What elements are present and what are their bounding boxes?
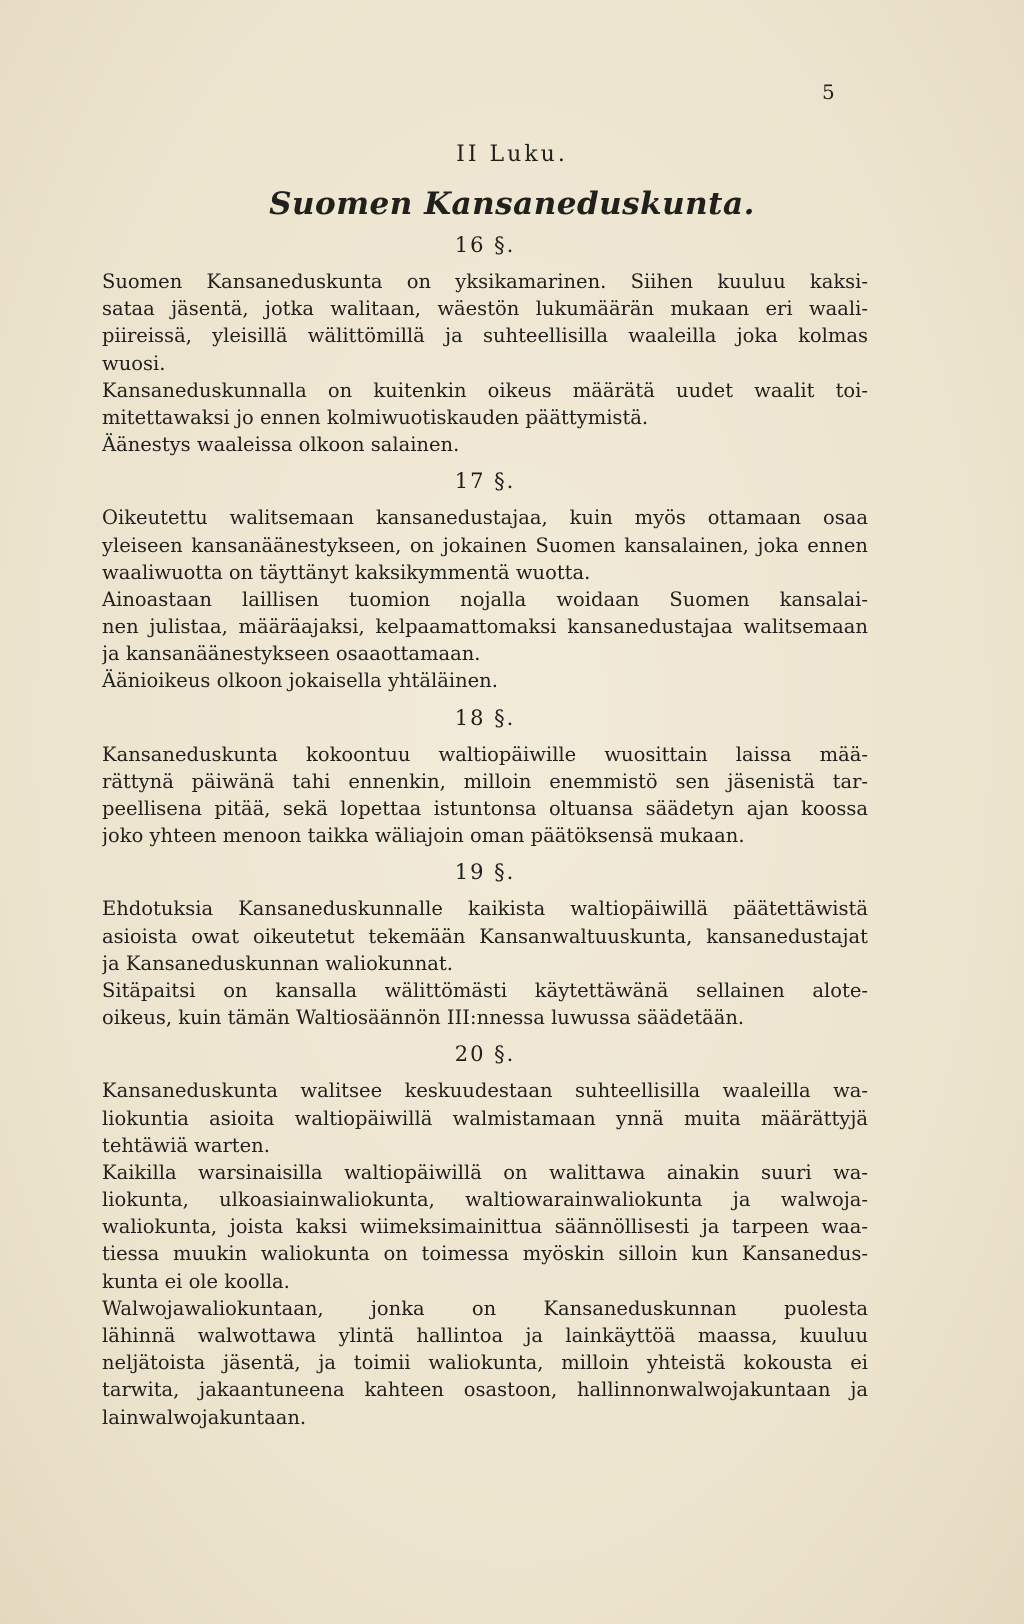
- text-line: tehtäwiä warten.: [102, 1133, 270, 1157]
- text-line: Ainoastaan laillisen tuomion nojalla woidaan Suomen kansalai-: [102, 587, 868, 611]
- text-line: ja Kansaneduskunnan waliokunnat.: [102, 951, 453, 975]
- paragraph: [102, 431, 868, 458]
- text-line: neljätoista jäsentä, ja toimii waliokunta, milloin yhteistä kokousta ei: [102, 1351, 868, 1375]
- text-line: rättynä päiwänä tahi ennenkin, milloin enemmistö sen jäsenistä tar-: [102, 769, 868, 793]
- paragraph: [102, 504, 868, 586]
- section-heading: 19 §.: [454, 860, 516, 885]
- document-title: Suomen Kansaneduskunta.: [269, 186, 755, 222]
- text-line: piireissä, yleisillä wälittömillä ja suhteellisilla waaleilla joka kolmas: [102, 324, 868, 348]
- document-body: [102, 222, 868, 1431]
- text-line: Sitäpaitsi on kansalla wälittömästi käytettäwänä sellainen alote-: [102, 978, 868, 1002]
- paragraph: [102, 1295, 868, 1431]
- text-line: lähinnä walwottawa ylintä hallintoa ja lainkäyttöä maassa, kuuluu: [102, 1324, 868, 1347]
- paragraph: [102, 1159, 868, 1295]
- paragraph: [102, 741, 868, 850]
- section-heading: 17 §.: [454, 469, 516, 494]
- text-line: Äänestys waaleissa olkoon salainen.: [102, 433, 460, 457]
- text-line: joko yhteen menoon taikka wäliajoin oman päätöksensä mukaan.: [102, 824, 745, 848]
- section-heading: 16 §.: [454, 233, 516, 257]
- section-heading: 18 §.: [454, 705, 516, 730]
- text-line: liokuntia asioita waltiopäiwillä walmistamaan ynnä muita määrättyjä: [102, 1106, 868, 1130]
- section-heading: 20 §.: [454, 1042, 516, 1067]
- text-line: Kansaneduskunta walitsee keskuudestaan suhteellisilla waaleilla wa-: [102, 1079, 868, 1103]
- text-line: waaliwuotta on täyttänyt kaksikymmentä wuotta.: [102, 560, 591, 584]
- chapter-heading: II Luku.: [456, 142, 568, 167]
- text-line: Oikeutettu walitsemaan kansanedustajaa, kuin myös ottamaan osaa: [102, 506, 868, 530]
- text-line: oikeus, kuin tämän Waltiosäännön III:nnessa luwussa säädetään.: [102, 1006, 745, 1030]
- paragraph: [102, 667, 868, 694]
- text-line: tarwita, jakaantuneena kahteen osastoon, hallinnonwalwojakuntaan ja: [102, 1378, 868, 1402]
- text-line: peellisena pitää, sekä lopettaa istuntonsa oltuansa säädetyn ajan koossa: [102, 797, 868, 820]
- page-number: 5: [822, 80, 836, 104]
- paragraph: [102, 1077, 868, 1159]
- text-line: nen julistaa, määräajaksi, kelpaamattomaksi kansanedustajaa walitsemaan: [102, 615, 868, 639]
- text-line: Walwojawaliokuntaan, jonka on Kansaneduskunnan puolesta: [102, 1296, 868, 1320]
- text-line: Ehdotuksia Kansaneduskunnalle kaikista waltiopäiwillä päätettäwistä: [102, 897, 868, 921]
- paragraph: [102, 977, 868, 1031]
- text-line: lainwalwojakuntaan.: [102, 1405, 307, 1429]
- text-line: Kansaneduskunta kokoontuu waltiopäiwille wuosittain laissa mää-: [102, 742, 868, 766]
- paragraph: [102, 268, 868, 377]
- text-line: waliokunta, joista kaksi wiimeksimainittua säännöllisesti ja tarpeen waa-: [102, 1215, 868, 1239]
- text-line: liokunta, ulkoasiainwaliokunta, waltiowarainwaliokunta ja walwoja-: [102, 1188, 868, 1212]
- text-line: Äänioikeus olkoon jokaisella yhtäläinen.: [102, 669, 498, 693]
- text-line: wuosi.: [102, 351, 166, 375]
- text-line: mitettawaksi jo ennen kolmiwuotiskauden päättymistä.: [102, 405, 649, 429]
- paragraph: [102, 377, 868, 431]
- text-line: Kaikilla warsinaisilla waltiopäiwillä on walittawa ainakin suuri wa-: [102, 1160, 868, 1184]
- paragraph: [102, 895, 868, 977]
- text-line: asioista owat oikeutetut tekemään Kansanwaltuuskunta, kansanedustajat: [102, 924, 868, 948]
- text-line: sataa jäsentä, jotka walitaan, wäestön lukumäärän mukaan eri waali-: [102, 297, 868, 321]
- paragraph: [102, 586, 868, 668]
- text-line: yleiseen kansanäänestykseen, on jokainen Suomen kansalainen, joka ennen: [102, 533, 868, 557]
- text-line: tiessa muukin waliokunta on toimessa myöskin silloin kun Kansanedus-: [102, 1242, 868, 1266]
- text-line: kunta ei ole koolla.: [102, 1269, 290, 1293]
- text-line: Kansaneduskunnalla on kuitenkin oikeus määrätä uudet waalit toi-: [102, 378, 868, 402]
- text-line: ja kansanäänestykseen osaaottamaan.: [102, 642, 481, 666]
- text-line: Suomen Kansaneduskunta on yksikamarinen. Siihen kuuluu kaksi-: [102, 270, 868, 293]
